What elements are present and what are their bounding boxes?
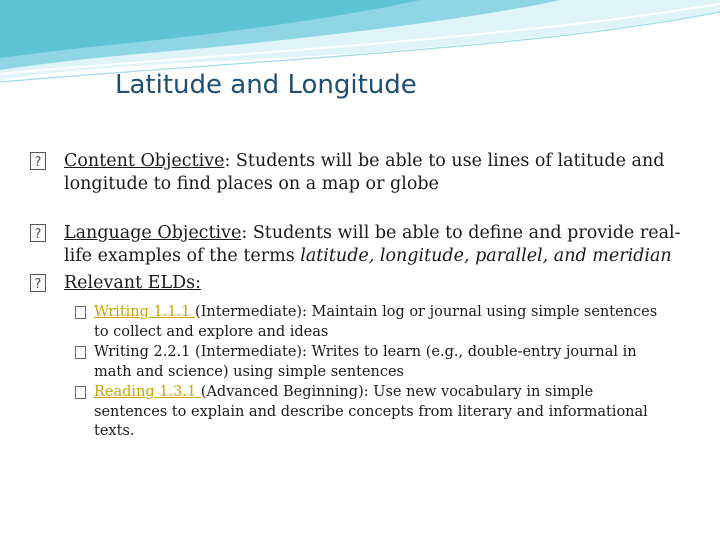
content-objective-label: Content Objective <box>64 151 225 171</box>
eld-item <box>30 383 659 442</box>
content-objective-text: : Students will be able to use lines of latitude and longitude to find places on a map or globe <box>64 151 665 194</box>
eld-item-code: Writing 2.2.1 <box>94 344 196 360</box>
language-objective <box>30 222 700 268</box>
square-bullet-icon <box>75 386 86 399</box>
square-bullet-icon <box>30 224 46 242</box>
square-bullet-icon <box>30 274 46 292</box>
slide-body <box>30 150 700 443</box>
slide-title: Latitude and Longitude <box>115 70 417 100</box>
eld-item-text: (Intermediate): Writes to learn (e.g., double-entry journal in math and science) using simple sentences <box>94 344 637 380</box>
eld-item-text: (Advanced Beginning): Use new vocabulary in simple sentences to explain and describe concepts from literary and informational texts. <box>94 384 648 439</box>
eld-writing-1-1-1-link[interactable]: Writing 1.1.1 <box>94 304 196 320</box>
square-bullet-icon <box>30 152 46 170</box>
eld-item-text: (Intermediate): Maintain log or journal using simple sentences to collect and explore and ideas <box>94 304 658 340</box>
language-objective-terms: latitude, longitude, parallel, and meridian <box>300 246 672 266</box>
relevant-elds-label: Relevant ELDs: <box>64 273 201 293</box>
language-objective-label: Language Objective <box>64 223 242 243</box>
language-objective-text: : Students will be able to define and provide real-life examples of the terms <box>64 223 681 266</box>
eld-item <box>30 343 659 382</box>
square-bullet-icon <box>75 346 86 359</box>
content-objective <box>30 150 700 196</box>
eld-item <box>30 303 659 342</box>
eld-reading-1-3-1-link[interactable]: Reading 1.3.1 <box>94 384 201 400</box>
relevant-elds <box>30 272 700 295</box>
square-bullet-icon <box>75 306 86 319</box>
